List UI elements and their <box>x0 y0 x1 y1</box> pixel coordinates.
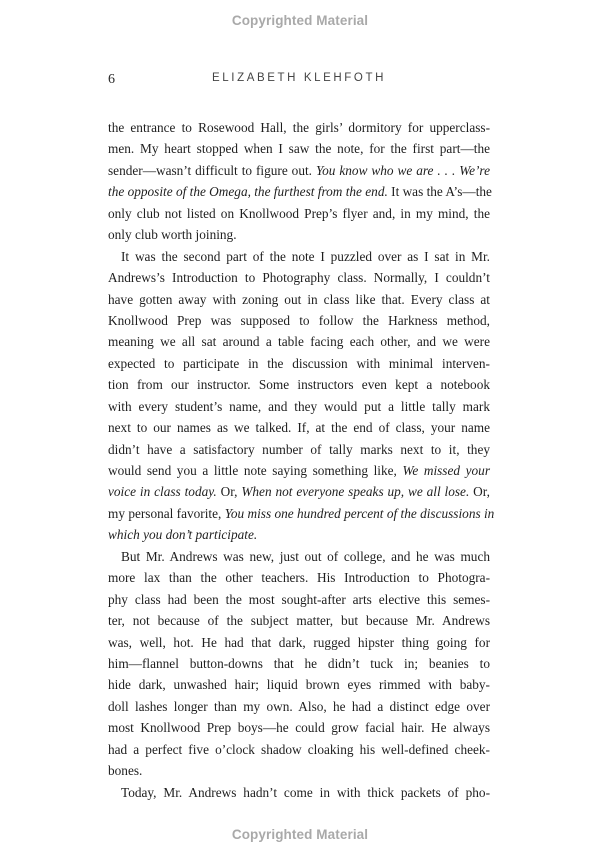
text-line <box>108 481 490 502</box>
text-segment: Andrews’s Introduction to Photography class. Normally, I couldn’t <box>108 270 490 286</box>
text-line <box>108 524 490 545</box>
text-segment: with every student’s name, and they would put a little tally mark <box>108 398 490 414</box>
italic-text: which you don’t participate. <box>108 527 258 543</box>
text-line <box>108 782 490 803</box>
text-line <box>108 267 490 288</box>
text-line <box>108 760 490 781</box>
italic-text: voice in class today. <box>108 484 217 500</box>
text-segment: ter, not because of the subject matter, but because Mr. Andrews <box>108 613 490 629</box>
text-segment: men. My heart stopped when I saw the note, for the first part—the <box>108 141 490 157</box>
text-line <box>108 653 490 674</box>
text-line <box>108 289 490 310</box>
text-segment: Or, <box>216 484 242 500</box>
text-segment: only club not listed on Knollwood Prep’s flyer and, in my mind, the <box>108 205 490 221</box>
text-segment: It was the second part of the note I puzzled over as I sat in Mr. <box>121 248 490 264</box>
text-line <box>108 589 490 610</box>
text-segment: didn’t have a satisfactory number of tally marks next to it, they <box>108 441 490 457</box>
text-line <box>108 310 490 331</box>
text-line <box>108 353 490 374</box>
text-segment: was, well, hot. He had that dark, rugged hipster thing going for <box>108 634 490 650</box>
text-line <box>108 567 490 588</box>
text-segment: bones. <box>108 763 143 779</box>
text-line <box>108 439 490 460</box>
text-line <box>108 632 490 653</box>
text-line <box>108 203 490 224</box>
text-line <box>108 717 490 738</box>
text-segment: Or, <box>469 484 490 500</box>
italic-text: You know who we are . . . We’re <box>315 162 490 178</box>
text-segment: Knollwood Prep was supposed to follow the Harkness method, <box>108 312 490 328</box>
text-line <box>108 396 490 417</box>
text-segment: next to our names as we talked. If, at the end of class, your name <box>108 420 490 436</box>
text-line <box>108 696 490 717</box>
page-number: 6 <box>108 72 115 87</box>
text-segment: It was the A’s—the <box>387 184 492 200</box>
text-segment: hide dark, unwashed hair; liquid brown eyes rimmed with baby- <box>108 677 490 693</box>
text-line <box>108 117 490 138</box>
text-segment: sender—wasn’t difficult to figure out. <box>108 162 316 178</box>
text-segment: tion from our instructor. Some instructors even kept a notebook <box>108 377 490 393</box>
text-line <box>108 224 490 245</box>
italic-text: We missed your <box>402 463 491 478</box>
text-segment: my personal favorite, <box>108 505 225 521</box>
text-segment: Today, Mr. Andrews hadn’t come in with thick packets of pho- <box>121 784 490 800</box>
running-head-author: ELIZABETH KLEHFOTH <box>212 72 386 84</box>
running-header <box>108 72 490 92</box>
copyright-watermark-top: Copyrighted Material <box>231 13 369 28</box>
text-line <box>108 246 490 267</box>
text-segment: only club worth joining. <box>108 227 237 243</box>
italic-text: You miss one hundred percent of the discussions in <box>224 505 495 521</box>
text-line <box>108 138 490 159</box>
text-line <box>108 460 490 481</box>
text-segment: most Knollwood Prep boys—he could grow facial hair. He always <box>108 720 490 736</box>
copyright-watermark-bottom: Copyrighted Material <box>231 827 369 842</box>
text-line <box>108 739 490 760</box>
text-line <box>108 417 490 438</box>
text-segment: had a perfect five o’clock shadow cloaking his well-defined cheek- <box>108 741 490 757</box>
italic-text: the opposite of the Omega, the furthest from the end. <box>108 184 388 200</box>
text-segment: him—flannel button-downs that he didn’t tuck in; beanies to <box>108 655 490 671</box>
text-segment: expected to participate in the discussion with minimal interven- <box>108 355 490 371</box>
text-line <box>108 181 490 202</box>
text-segment: more lax than the other teachers. His Introduction to Photogra- <box>108 570 490 586</box>
text-segment: the entrance to Rosewood Hall, the girls’ dormitory for upperclass- <box>108 120 490 135</box>
text-segment: would send you a little note saying something like, <box>108 463 403 478</box>
body-text <box>108 117 495 803</box>
text-line <box>108 503 495 524</box>
text-segment: have gotten away with zoning out in class like that. Every class at <box>108 291 490 307</box>
text-segment: phy class had been the most sought-after arts elective this semes- <box>108 591 490 607</box>
text-segment: meaning we all sat around a table facing each other, and we were <box>108 334 490 350</box>
text-line <box>108 331 490 352</box>
text-line <box>108 160 490 181</box>
text-line <box>108 546 490 567</box>
text-segment: doll lashes longer than my own. Also, he had a distinct edge over <box>108 698 490 714</box>
text-line <box>108 674 490 695</box>
italic-text: When not everyone speaks up, we all lose. <box>241 484 470 500</box>
text-segment: But Mr. Andrews was new, just out of college, and he was much <box>121 548 490 564</box>
text-line <box>108 610 490 631</box>
text-line <box>108 374 490 395</box>
